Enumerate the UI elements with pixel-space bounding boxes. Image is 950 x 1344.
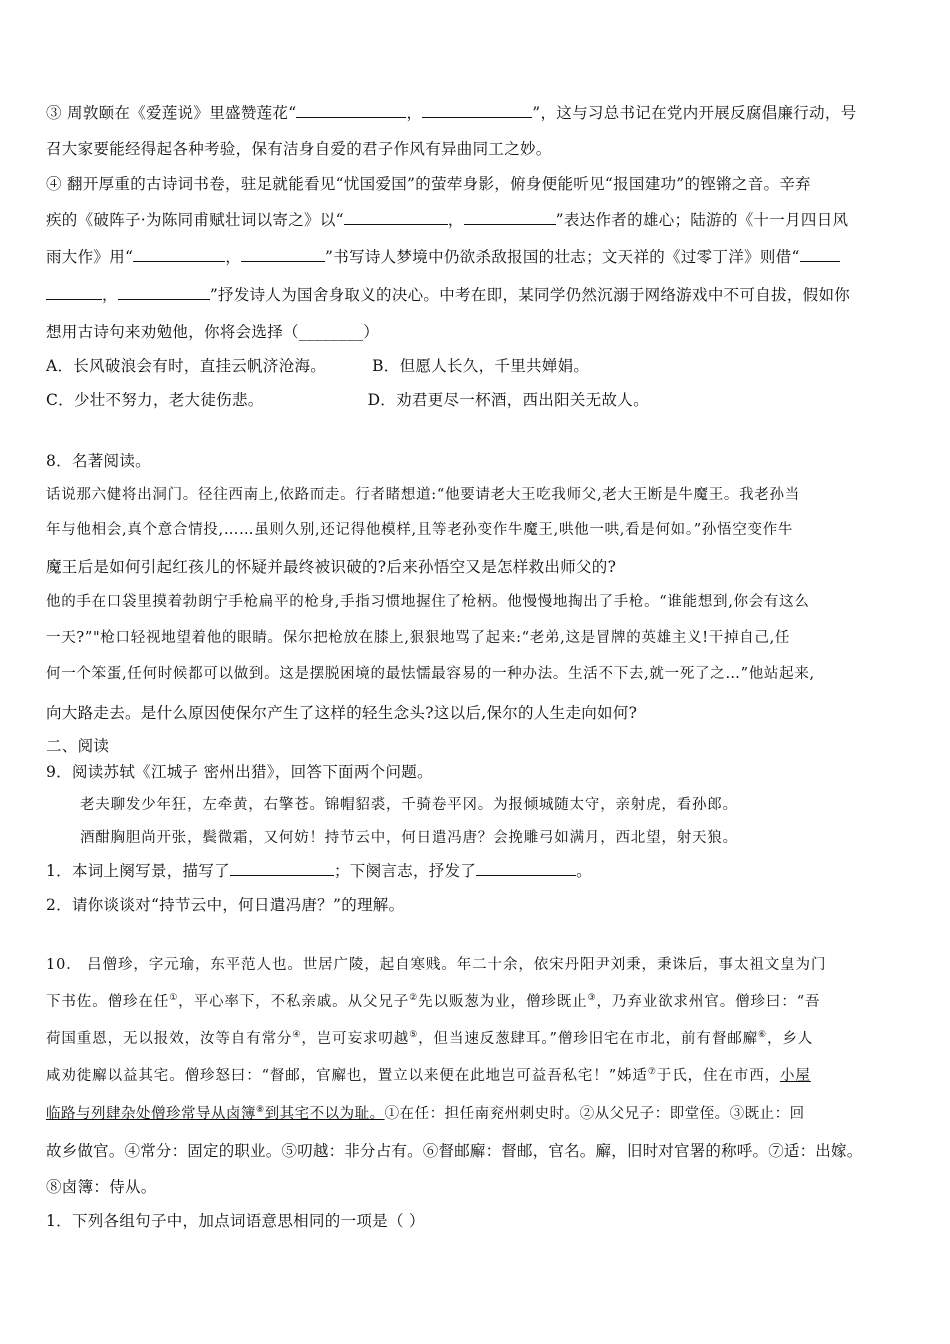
q7-item3-line1	[46, 103, 908, 123]
text: ，乡人	[767, 1031, 814, 1047]
notes-text: ①在任：担任南兖州刺史时。②从父兄子：即堂侄。③既止：回	[384, 1106, 805, 1122]
text: ，但当速反葱肆耳。”僧珍旧宅在市北，前有督邮廨	[418, 1031, 759, 1047]
blank[interactable]	[241, 247, 325, 262]
q7-options-row1	[46, 356, 908, 376]
note-marker: ①	[169, 993, 179, 1004]
text: ，乃弃业欲求州官。僧珍曰：“吾	[596, 994, 821, 1010]
q7-options-row2	[46, 390, 908, 410]
text: ，	[225, 248, 242, 266]
q10-notes-line2: 故乡做官。④常分：固定的职业。⑤叨越：非分占有。⑥督邮廨：督邮，官名。廨，旧时对官署的称呼。⑦适：出嫁。	[46, 1142, 863, 1160]
option-d[interactable]: D．劝君更尽一杯酒，西出阳关无故人。	[367, 391, 649, 409]
text: ”，这与习总书记在党内开展反腐倡廉行动，号	[532, 104, 857, 122]
q9-poem-line2: 酒酣胸胆尚开张，鬓微霜，又何妨！持节云中，何日遣冯唐？会挽雕弓如满月，西北望，射天狼。	[80, 830, 738, 846]
blank[interactable]	[344, 210, 448, 225]
text: ③ 周敦颐在《爱莲说》里盛赞莲花“	[46, 104, 297, 122]
q8-para2-line2: 一天?”"枪口轻视地望着他的眼睛。保尔把枪放在膝上,狠狠地骂了起来:“老弟,这是冒牌的英雄主义!干掉自己,任	[46, 630, 791, 646]
q8-para1-line2: 年与他相会,真个意合情投,……虽则久别,还记得他模样,且等老孙变作牛魔王,哄他一哄,看是何如。”孙悟空变作牛	[46, 522, 794, 538]
note-marker: ②	[409, 993, 419, 1004]
text: ，	[406, 104, 423, 122]
q7-item4-line1: ④ 翻开厚重的古诗词书卷，驻足就能看见“忧国爱国”的萤荦身影，俯身便能听见“报国建功”的铿锵之音。辛弃	[46, 175, 811, 193]
q10-line1: 10． 吕僧珍，字元瑜，东平范人也。世居广陵，起自寒贱。年二十余，依宋丹阳尹刘秉，秉诛后，事太祖文皇为门	[46, 957, 827, 973]
note-marker: ⑧	[256, 1105, 265, 1116]
blank[interactable]	[230, 861, 334, 876]
note-marker: ⑦	[647, 1067, 657, 1078]
q7-item4-line5: 想用古诗句来劝勉他，你将会选择（________）	[46, 323, 380, 341]
q10-sub1: 1．下列各组句子中，加点词语意思相同的一项是（ ）	[46, 1212, 425, 1230]
section-heading: 二、阅读	[46, 737, 110, 755]
text: 雨大作》用“	[46, 248, 134, 266]
blank[interactable]	[46, 285, 102, 300]
q9-poem-line1: 老夫聊发少年狂，左牵黄，右擎苍。锦帽貂裘，千骑卷平冈。为报倾城随太守，亲射虎，看孙郎。	[80, 797, 738, 813]
text: ”抒发诗人为国舍身取义的决心。中考在即，某同学仍然沉溺于网络游戏中不可自拔，假如你	[209, 286, 851, 304]
q8-para2-line3: 何一个笨蛋,任何时候都可以做到。这是摆脱困境的最怯懦最容易的一种办法。生活不下去,就一死了之…”他站起来,	[46, 666, 815, 682]
q9-title: 9．阅读苏轼《江城子 密州出猎》，回答下面两个问题。	[46, 763, 433, 781]
option-c[interactable]: C．少壮不努力，老大徒伤悲。	[46, 391, 264, 409]
q10-line5	[46, 1104, 908, 1124]
note-marker: ③	[587, 993, 597, 1004]
text: ，岂可妄求叨越	[301, 1031, 410, 1047]
note-marker: ⑥	[758, 1030, 767, 1041]
text: ”表达作者的雄心；陆游的《十一月四日风	[555, 211, 849, 229]
text: 于氏，住在市西，	[656, 1068, 780, 1084]
text: ”书写诗人梦境中仍欲杀敌报国的壮志；文天祥的《过零丁洋》则借“	[325, 248, 800, 266]
text: 咸劝徙廨以益其宅。僧珍怒曰：“督邮，官廨也，置立以来便在此地岂可益吾私宅！”姊适	[46, 1068, 648, 1084]
blank[interactable]	[422, 103, 532, 118]
q9-sub2: 2．请你谈谈对“持节云中，何日遣冯唐？”的理解。	[46, 896, 405, 914]
note-marker: ⑤	[409, 1030, 419, 1041]
text: ，	[102, 286, 118, 304]
note-marker: ④	[292, 1030, 302, 1041]
blank[interactable]	[800, 247, 840, 262]
underlined-text	[46, 1106, 385, 1122]
text: ，	[447, 211, 464, 229]
option-b[interactable]: B．但愿人长久，千里共婵娟。	[372, 357, 590, 375]
text: 先以贩葱为业，僧珍既止	[418, 994, 588, 1010]
blank[interactable]	[476, 861, 576, 876]
q8-para1-line1: 话说那六健将出洞门。径往西南上,依路而走。行者睹想道:“他要请老大王吃我师父,老大王断是牛魔王。我老孙当	[46, 487, 800, 503]
text: 到其宅不以为耻。	[264, 1106, 385, 1122]
q8-title: 8．名著阅读。	[46, 452, 151, 470]
q10-line4	[46, 1066, 908, 1086]
blank[interactable]	[296, 103, 406, 118]
q8-para2-line4: 向大路走去。是什么原因使保尔产生了这样的轻生念头?这以后,保尔的人生走向如何?	[46, 704, 638, 722]
blank[interactable]	[118, 285, 210, 300]
q7-item3-line2: 召大家要能经得起各种考验，保有洁身自爱的君子作风有异曲同工之妙。	[46, 140, 552, 158]
text: 荷国重恩，无以报效，汝等自有常分	[46, 1031, 293, 1047]
q8-para1-line3: 魔王后是如何引起红孩儿的怀疑并最终被识破的?后来孙悟空又是怎样救出师父的?	[46, 558, 617, 576]
blank[interactable]	[464, 210, 556, 225]
text: ；下阕言志，抒发了	[333, 862, 477, 880]
q9-sub1	[46, 861, 908, 881]
q7-item4-line2	[46, 210, 908, 230]
text: 1．本词上阕写景，描写了	[46, 862, 230, 880]
q10-line2	[46, 992, 908, 1012]
text: 。	[576, 862, 592, 880]
q10-line3	[46, 1029, 908, 1049]
text: ，平心率下，不私亲戚。从父兄子	[178, 994, 410, 1010]
q10-notes-line3: ⑧卤簿：侍从。	[46, 1178, 157, 1196]
q7-item4-line3	[46, 247, 908, 267]
text: 下书佐。僧珍在任	[46, 994, 170, 1010]
text: 疾的《破阵子·为陈同甫赋壮词以寄之》以“	[46, 211, 344, 229]
q7-item4-line4	[46, 285, 908, 305]
text: 临路与列肆杂处僧珍常导从卤簿	[46, 1106, 256, 1122]
option-a[interactable]: A．长风破浪会有时，直挂云帆济沧海。	[46, 357, 327, 375]
blank[interactable]	[133, 247, 225, 262]
q8-para2-line1: 他的手在口袋里摸着勃朗宁手枪扁平的枪身,手指习惯地握住了枪柄。他慢慢地掏出了手枪。“谁能想到,你会有这么	[46, 594, 810, 610]
underlined-text: 小屋	[780, 1068, 811, 1084]
